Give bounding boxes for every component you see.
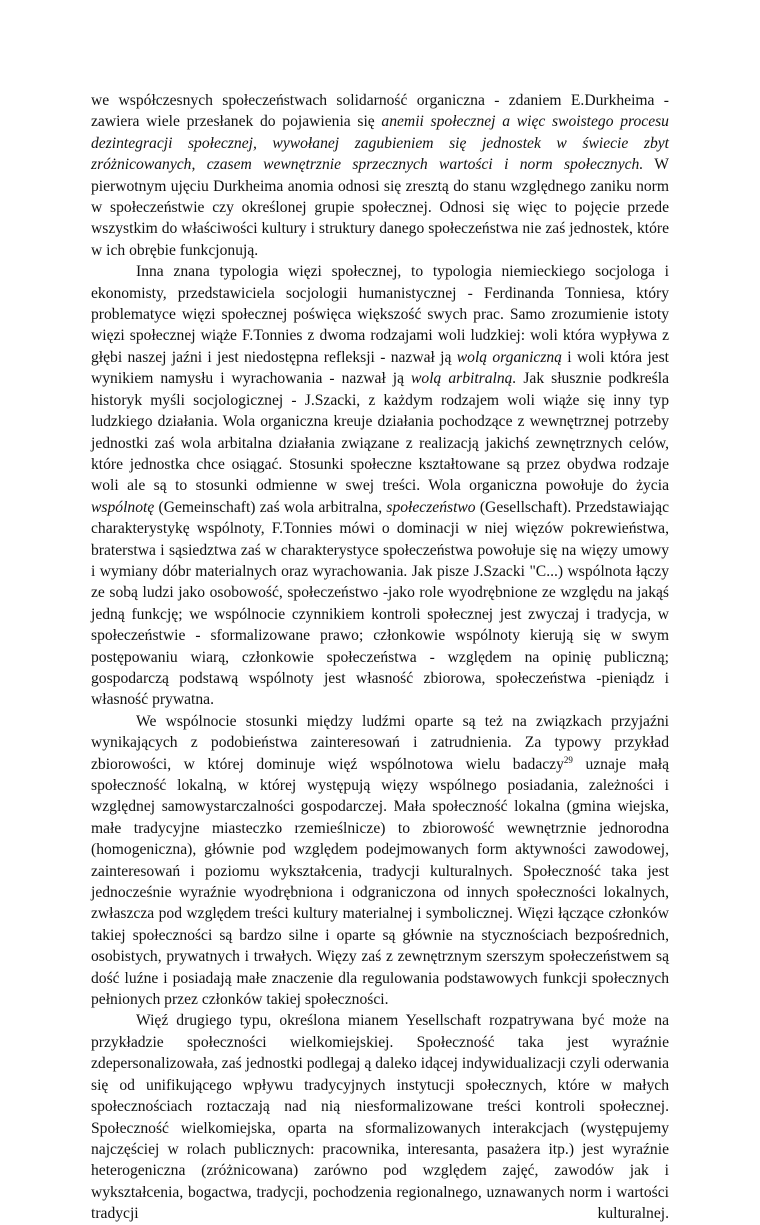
text-run: we współczesnych społeczeństwach solidarność organiczna - zdaniem E.Durkheima - zawiera wiele przesłanek do pojawienia się: [91, 92, 669, 131]
text-run: i woli która jest wynikiem namysłu i wyrachowania - nazwał ją: [91, 348, 669, 388]
text-run: (Gesellschaft). Przedstawiając charakterystykę wspólnoty, F.Tonnies mówi o dominacji w niej więzów pokrewieństwa, braterstwa i sąsiedztwa zaś w charakterystyce społeczeństwa powołuje się na więzy umowy i wymiany dóbr materialnych oraz wyrachowania. Jak pisze J.Szacki "C...) wspólnota łączy ze sobą ludzi jako osobowość, społeczeństwo -jako role wyodrębnione ze względu na jakąś jedną funkcję; we wspólnocie czynnikiem kontroli społecznej jest zwyczaj i tradycja, w społeczeństwie - sformalizowane prawo; członkowie wspólnoty kierują się w swym postępowaniu wiarą, członkowie społeczeństwa - względem na opinię publiczną; gospodarczą podstawą wspólnoty jest własność zbiorowa, społeczeństwa -pieniądz i własność prywatna.: [91, 498, 669, 709]
text-run: Inna znana typologia więzi społecznej, to typologia niemieckiego socjologa i ekonomisty, przedstawiciela socjologii humanistycznej - Ferdinanda Tonniesa, który problematyce więzi społecznej poświęca większość swych prac. Samo zrozumienie istoty więzi społecznej wiąże F.Tonnies z dwoma rodzajami woli ludzkiej: woli która wypływa z głębi naszej jaźni i jest niedostępna refleksji - nazwał ją: [91, 263, 669, 366]
paragraph-tonnies: [91, 261, 669, 711]
text-run: uznaje małą społeczność lokalną, w której występują więzy wspólnego posiadania, zależności i względnej samowystarczalności gospodarczej. Mała społeczność lokalna (gmina wiejska, małe tradycyjne miasteczko rzemieślnicze) to zbiorowość wewnętrznie jednorodna (homogeniczna), głównie pod względem podejmowanych form aktywności zawodowej, zainteresowań i poziomu wykształcenia, tradycji kulturalnych. Społeczność taka jest jednocześnie wyraźnie wyodrębniona i odgraniczona od innych społeczności lokalnych, zwłaszcza pod względem treści kultury materialnej i symbolicznej. Więzi łączące członków takiej społeczności są bardzo silne i oparte są głównie na stycznościach bezpośrednich, osobistych, prywatnych i trwałych. Więzy zaś z zewnętrznym szerszym społeczeństwem są dość luźne i posiadają małe znaczenie dla regulowania podstawowych funkcji społecznych pełnionych przez członków takiej społeczności.: [91, 755, 670, 1009]
paragraph-gesellschaft: [91, 1010, 669, 1224]
italic-run: anemii społecznej a więc swoistego procesu dezintegracji społecznej, wywołanej zagubieniem się jednostek w świecie zbyt zróżnicowanych, czasem wewnętrznie sprzecznych wartości i norm społecznych.: [91, 113, 669, 174]
document-page: [91, 90, 669, 1225]
paragraph-durkheim: [91, 90, 669, 261]
italic-run: wolą arbitralną.: [411, 370, 517, 388]
italic-run: społeczeństwo: [386, 498, 476, 516]
text-run: W pierwotnym ujęciu Durkheima anomia odnosi się zresztą do stanu względnego zaniku norm w społeczeństwie czy określonej grupie społecznej. Odnosi się więc to pojęcie przede wszystkim do właściwości kultury i struktury danego społeczeństwa nie zaś jednostek, które w ich obrębie funkcjonują.: [91, 156, 669, 259]
text-run: We wspólnocie stosunki między ludźmi oparte są też na związkach przyjaźni wynikających z podobieństwa zainteresowań i zatrudnienia. Za typowy przykład zbiorowości, w której dominuje więź wspólnotowa wielu badaczy: [91, 712, 669, 773]
text-run: Jak słusznie podkreśla historyk myśli socjologicznej - J.Szacki, z każdym rodzajem woli wiąże się inny typ ludzkiego działania. Wola organiczna kreuje działania pochodzące z wewnętrznej potrzeby jednostki zaś wola arbitalna działania związane z realizacją jakichś zewnętrznych celów, które jednostka chce osiągać. Stosunki społeczne kształtowane są przez obydwa rodzaje woli ale są to stosunki odmienne w swej treści. Wola organiczna powołuje do życia: [91, 370, 670, 495]
text-run: (Gemeinschaft) zaś wola arbitralna,: [154, 498, 387, 516]
paragraph-community: [91, 711, 669, 1011]
text-run: Więź drugiego typu, określona mianem Yesellschaft rozpatrywana być może na przykładzie społeczności wielkomiejskiej. Społeczność taka jest wyraźnie zdepersonalizowała, zaś jednostki podlegaj ą daleko idącej indywidualizacji czyli oderwania się od unifikującego wpływu tradycyjnych instytucji społecznych, które w małych społecznościach roztaczają nad nią niesformalizowane treści kontroli społecznej. Społeczność wielkomiejska, oparta na sformalizowanych interakcjach (występujemy najczęściej w rolach publicznych: pracownika, interesanta, pasażera itp.) jest wyraźnie heterogeniczna (zróżnicowana) zarówno pod względem zajęć, zawodów jak i wykształcenia, bogactwa, tradycji, pochodzenia regionalnego, uznawanych norm i wartości tradycji kulturalnej.: [91, 1012, 669, 1223]
footnote-reference: 29: [563, 754, 573, 765]
italic-run: wspólnotę: [91, 498, 155, 516]
italic-run: wolą organiczną: [456, 348, 562, 366]
